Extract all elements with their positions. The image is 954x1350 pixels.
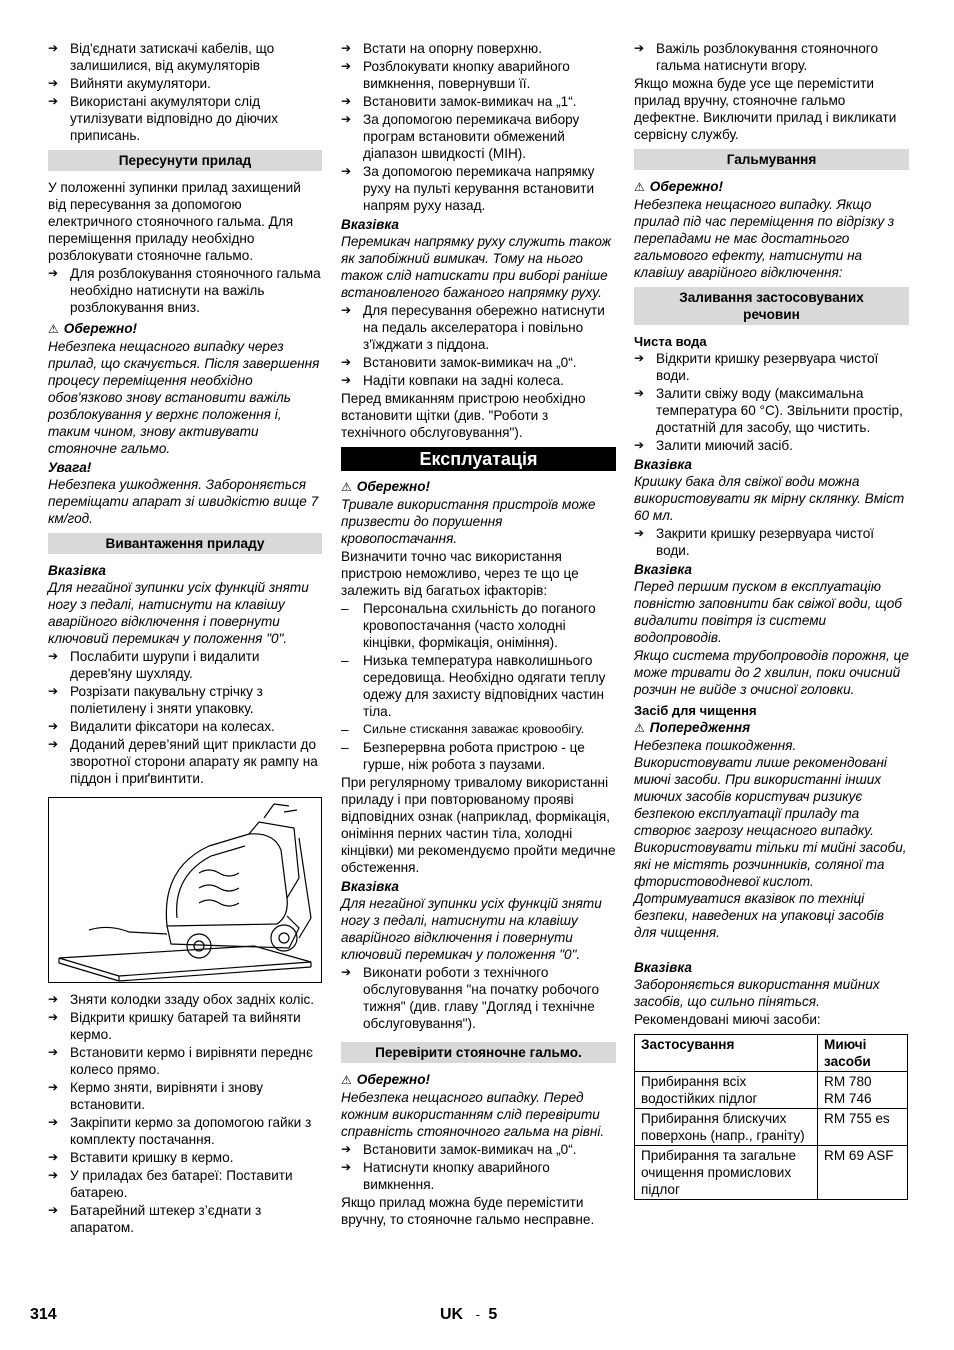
arrow-icon: ➔ [48, 1115, 59, 1129]
dash-item: – Безперервна робота пристрою - це гурше, ніж робота з паузами. [341, 740, 585, 772]
paragraph: У положенні зупинки прилад захищений від пересування за допомогою електричного стояночного гальма. Для переміщення приладу необхідно розблокувати стояночне гальмо. [48, 180, 301, 263]
table-header: Миючі засоби [818, 1035, 908, 1072]
warning-triangle-icon: ⚠ [634, 721, 645, 735]
list-item: ➔ Виконати роботи з технічного обслуговування "на початку робочого тижня" (див. главу "Догляд і технічне обслуговування"). [341, 965, 600, 1031]
list-item: ➔ Закріпити кермо за допомогою гайки з комплекту постачання. [48, 1115, 312, 1147]
note-heading: Вказівка [634, 960, 692, 975]
warning-text: Небезпека нещасного випадку. Якщо прилад під час переміщення по відрізку з перепадами не має достатнього гальмового ефекту, натиснути на клавішу аварійного відключення: [634, 197, 895, 280]
arrow-icon: ➔ [634, 41, 645, 55]
warning-heading: ⚠ Обережно! [48, 321, 138, 336]
warning-triangle-icon: ⚠ [341, 480, 352, 494]
paragraph: Визначити точно час використання пристрою неможливо, через те що це залежить від багатьох іфакторів: [341, 549, 579, 598]
list-item: ➔ Залити миючий засіб. [634, 438, 793, 453]
arrow-icon: ➔ [48, 1045, 59, 1059]
arrow-icon: ➔ [634, 438, 645, 452]
warning-triangle-icon: ⚠ [341, 1073, 352, 1087]
section-heading-braking: Гальмування [634, 149, 909, 170]
list-item: ➔ За допомогою перемикача напрямку руху на пульті керування встановити напрям руху назад. [341, 164, 595, 213]
page-number: 314 [30, 1306, 57, 1323]
paragraph: Рекомендовані миючі засоби: [634, 1012, 821, 1027]
note-heading: Вказівка [634, 562, 692, 577]
table-cell: Прибирання та загальне очищення промислових підлог [635, 1146, 818, 1200]
arrow-icon: ➔ [48, 1203, 59, 1217]
list-item: ➔ Залити свіжу воду (максимальна температура 60 °C). Звільнити простір, достатній для засобу, що чистить. [634, 386, 903, 435]
arrow-icon: ➔ [341, 41, 352, 55]
table-row [635, 1072, 908, 1109]
section-heading-move: Пересунути прилад [48, 150, 322, 171]
arrow-icon: ➔ [341, 355, 352, 369]
list-item: ➔ Відкрити кришку батарей та вийняти кермо. [48, 1010, 301, 1042]
list-item: ➔ У приладах без батареї: Поставити батарею. [48, 1168, 293, 1200]
list-item: ➔ Розблокувати кнопку аварийного вимкнення, повернувши її. [341, 59, 570, 91]
arrow-icon: ➔ [341, 303, 352, 317]
note-text: Якщо система трубопроводів порожня, це може тривати до 2 хвилин, поки очисний розчин не вийде з очисної головки. [634, 648, 909, 697]
machine-illustration [48, 797, 322, 983]
arrow-icon: ➔ [48, 266, 59, 280]
dash-item: – Низька температура навколишнього середовища. Необхідно одягати теплу одежу для захисту відповідних частин тіла. [341, 653, 606, 719]
note-heading: Вказівка [48, 563, 106, 578]
list-item: ➔ Вийняти акумулятори. [48, 76, 211, 91]
paragraph: При регулярному тривалому використанні приладу і при повторюваному прояві відповідних ознак (наприклад, формікація, оніміння перних частин тіла, холодні кінцівки) ми рекомендуємо пройти медичне обстеження. [341, 775, 616, 875]
note-heading: Вказівка [341, 879, 399, 894]
arrow-icon: ➔ [48, 1080, 59, 1094]
column-3 [634, 40, 909, 1200]
list-item: ➔ Для розблокування стояночного гальма необхідно натиснути на важіль розблокування вниз. [48, 266, 321, 315]
arrow-icon: ➔ [341, 373, 352, 387]
arrow-icon: ➔ [48, 684, 59, 698]
note-text: Перемикач напрямку руху служить також як запобіжний вимикач. Тому на нього також слід натискати при виборі раніше встановленого бажаного напрямку руху. [341, 234, 611, 300]
warning-text: Тривале використання пристроїв може призвести до порушення кровопостачання. [341, 497, 596, 546]
arrow-icon: ➔ [48, 76, 59, 90]
cleaning-agents-table [634, 1034, 908, 1200]
attention-heading: Увага! [48, 460, 92, 475]
arrow-icon: ➔ [48, 649, 59, 663]
list-item: ➔ Послабити шурупи і видалити дерев'яну шухляду. [48, 649, 260, 681]
note-text: Перед першим пуском в експлуатацію повністю заповнити бак свіжої води, щоб видалити повітря із системи водопроводів. [634, 579, 902, 645]
table-cell: RM 755 es [818, 1109, 908, 1146]
paragraph: Якщо можна буде усе ще перемістити прилад вручну, стояночне гальмо дефектне. Виключити прилад і викликати сервісну службу. [634, 76, 897, 142]
dash-item: – Сильне стискання заважає кровообігу. [341, 722, 585, 737]
list-item: ➔ За допомогою перемикача вибору програм встановити обмежений діапазон швидкості (MIH). [341, 112, 580, 161]
arrow-icon: ➔ [341, 164, 352, 178]
chapter-heading-operation: Експлуатація [341, 447, 616, 471]
list-item: ➔ Кермо зняти, вирівняти і знову встановити. [48, 1080, 264, 1112]
list-item: ➔ Батарейний штекер з’єднати з апаратом. [48, 1203, 262, 1235]
table-row [635, 1109, 908, 1146]
list-item: ➔ Встати на опорну поверхню. [341, 41, 542, 56]
section-heading-brake-check: Перевірити стояночне гальмо. [341, 1042, 616, 1063]
list-item: ➔ Важіль розблокування стояночного гальма натиснути вгору. [634, 41, 879, 73]
warning-heading: ⚠ Обережно! [341, 479, 431, 494]
arrow-icon: ➔ [634, 526, 645, 540]
column-2 [341, 40, 616, 1229]
arrow-icon: ➔ [634, 386, 645, 400]
arrow-icon: ➔ [48, 1168, 59, 1182]
warning-triangle-icon: ⚠ [48, 322, 59, 336]
arrow-icon: ➔ [48, 992, 59, 1006]
note-text: Для негайної зупинки усіх функцій зняти ногу з педалі, натиснути на клавішу аварійного відключення і повернути ключовий перемикач у положення "0". [341, 896, 602, 962]
list-item: ➔ Видалити фіксатори на колесах. [48, 719, 275, 734]
table-header-row [635, 1035, 908, 1072]
warning-text: Небезпека пошкодження. Використовувати лише рекомендовані миючі засоби. При використанні інших миючих засобів користувач ризикує безпекою експлуатації приладу та створює загрозу нещасного випадку. Використовувати тільки ті мийні засоби, які не містять розчинників, соляної та фтористоводневої кислот. Дотримуватися вказівок по техніці безпеки, наведених на упаковці засобів для чищення. [634, 738, 907, 940]
list-item: ➔ Встановити замок-вимикач на „1“. [341, 94, 577, 109]
attention-text: Небезпека ушкодження. Забороняється переміщати апарат зі швидкістю вище 7 км/год. [48, 477, 319, 526]
note-text: Для негайної зупинки усіх функцій зняти ногу з педалі, натиснути на клавішу аварійного відключення і повернути ключовий перемикач у положення "0". [48, 580, 309, 646]
arrow-icon: ➔ [48, 737, 59, 751]
list-item: ➔ Зняти колодки ззаду обох задніх коліс. [48, 992, 315, 1007]
list-item: ➔ Використані акумулятори слід утилізувати відповідно до діючих приписань. [48, 94, 279, 143]
list-item: ➔ Натиснути кнопку аварийного вимкнення. [341, 1160, 550, 1192]
arrow-icon: ➔ [341, 94, 352, 108]
warning-heading: ⚠ Обережно! [634, 179, 724, 194]
table-header: Застосування [635, 1035, 818, 1072]
arrow-icon: ➔ [341, 1142, 352, 1156]
list-item: ➔ Від'єднати затискачі кабелів, що залишилися, від акумуляторів [48, 41, 275, 73]
paragraph: Якщо прилад можна буде перемістити вручну, то стояночне гальмо несправне. [341, 1195, 595, 1227]
warning-text: Небезпека нещасного випадку через прилад, що скачується. Після завершення процесу переміщення необхідно обов'язково знову встановити важіль розблокування у верхнє положення і, таким чином, знову активувати стояночне гальмо. [48, 339, 320, 456]
table-cell: Прибирання всіх водостійких підлог [635, 1072, 818, 1109]
note-heading: Вказівка [634, 457, 692, 472]
list-item: ➔ Відкрити кришку резервуара чистої води. [634, 351, 879, 383]
warning-heading: ⚠ Обережно! [341, 1072, 431, 1087]
dash-item: – Персональна схильність до поганого кровопостачання (часто холодні кінцівки, формікація, оніміння). [341, 601, 596, 650]
arrow-icon: ➔ [634, 351, 645, 365]
list-item: ➔ Надіти ковпаки на задні колеса. [341, 373, 564, 388]
note-text: Кришку бака для свіжої води можна використовувати як мірну склянку. Вміст 60 мл. [634, 474, 905, 523]
paragraph: Перед вмиканням пристрою необхідно встановити щітки (див. "Роботи з технічного обслуговування"). [341, 391, 586, 440]
list-item: ➔ Встановити замок-вимикач на „0“. [341, 1142, 577, 1157]
warning-text: Небезпека нещасного випадку. Перед кожним використанням слід перевірити справність стояночного гальма на рівні. [341, 1090, 605, 1139]
arrow-icon: ➔ [48, 41, 59, 55]
arrow-icon: ➔ [48, 94, 59, 108]
list-item: ➔ Розрізати пакувальну стрічку з поліетилену і зняти упаковку. [48, 684, 263, 716]
footer-language: UK - 5 [440, 1306, 498, 1323]
list-item: ➔ Встановити кермо і вирівняти переднє колесо прямо. [48, 1045, 313, 1077]
subheading-cleaning-agent: Засіб для чищення [634, 703, 757, 718]
note-text: Забороняється використання мийних засобів, що сильно піняться. [634, 977, 880, 1009]
scrubber-drawing-icon [49, 798, 321, 982]
list-item: ➔ Для пересування обережно натиснути на педаль акселератора і повільно з'їжджати з піддона. [341, 303, 605, 352]
table-row [635, 1146, 908, 1200]
list-item: ➔ Вставити кришку в кермо. [48, 1150, 234, 1165]
table-cell: RM 69 ASF [818, 1146, 908, 1200]
subheading-water: Чиста вода [634, 334, 707, 349]
column-1 [48, 40, 322, 1237]
arrow-icon: ➔ [341, 965, 352, 979]
table-cell: RM 780 RM 746 [818, 1072, 908, 1109]
section-heading-unload: Вивантаження приладу [48, 533, 322, 554]
arrow-icon: ➔ [48, 719, 59, 733]
warning-heading: ⚠ Попередження [634, 720, 751, 735]
list-item: ➔ Закрити кришку резервуара чистої води. [634, 526, 875, 558]
warning-triangle-icon: ⚠ [634, 180, 645, 194]
arrow-icon: ➔ [341, 59, 352, 73]
note-heading: Вказівка [341, 217, 399, 232]
section-heading-filling: Заливання застосовуваних речовин [634, 287, 909, 325]
arrow-icon: ➔ [341, 1160, 352, 1174]
arrow-icon: ➔ [48, 1150, 59, 1164]
arrow-icon: ➔ [341, 112, 352, 126]
list-item: ➔ Встановити замок-вимикач на „0“. [341, 355, 577, 370]
table-cell: Прибирання блискучих поверхонь (напр., граніту) [635, 1109, 818, 1146]
arrow-icon: ➔ [48, 1010, 59, 1024]
list-item: ➔ Доданий дерев’яний щит прикласти до зворотної сторони апарату як рампу на піддон і приґвинтити. [48, 737, 318, 786]
